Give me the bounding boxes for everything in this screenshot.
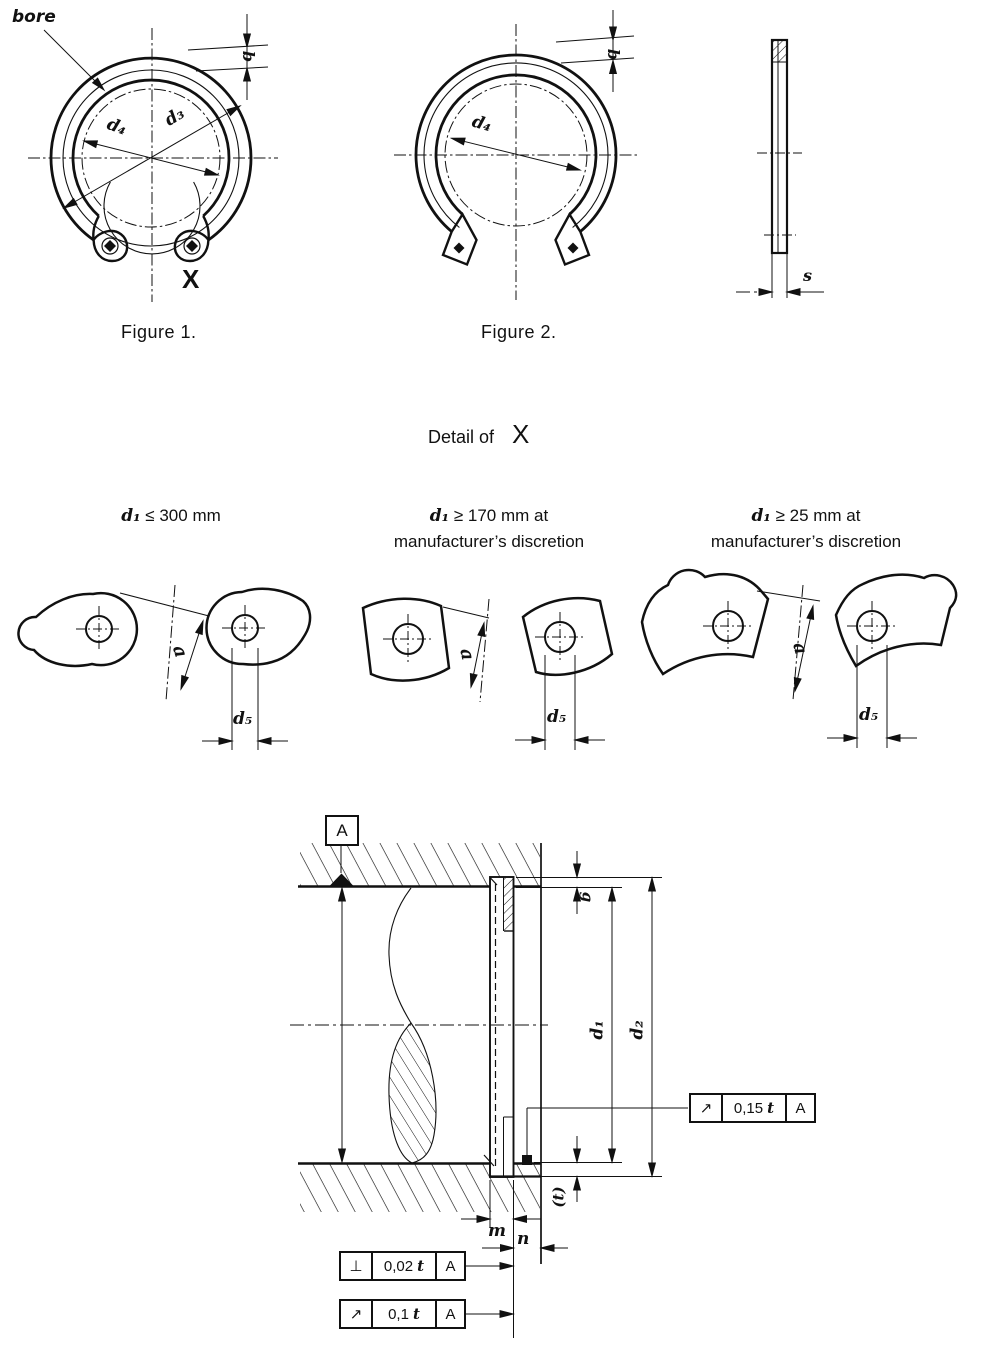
ring-section: [484, 877, 514, 1177]
variant3-d5-label: d₅: [859, 705, 879, 725]
variant3-a-label: a: [788, 640, 812, 657]
tolerance-value-2-t: t: [417, 1257, 425, 1275]
figure1-arrowheads: [62, 34, 250, 211]
tolerance-value-3-number: 0,1: [388, 1305, 409, 1323]
tolerance-value-2: [373, 1253, 437, 1279]
side-view-s-label: s: [803, 266, 813, 285]
variant2-condition-symbol: d₁: [429, 506, 450, 526]
bore-label: bore: [12, 7, 56, 27]
tolerance-value-1-number: 0,15: [733, 1099, 764, 1117]
figure2-dimensions: [451, 10, 634, 173]
detail-variant2-drawing: [363, 598, 612, 750]
figure1-d4-label: d₄: [104, 114, 130, 140]
variant2-d5-label: d₅: [547, 707, 567, 727]
variant1-condition-symbol: d₁: [121, 506, 141, 526]
detail-title-prefix: Detail of: [428, 427, 495, 447]
perpendicularity-icon: ⊥: [341, 1253, 373, 1279]
variant2-a-label: a: [455, 646, 479, 663]
detail-title-x: X: [512, 419, 530, 449]
tolerance-datum-3: A: [445, 1305, 456, 1323]
section-d2-label: d₂: [627, 1020, 648, 1040]
variant3-condition-symbol: d₁: [751, 506, 771, 526]
circular-runout-icon: ↗: [691, 1095, 723, 1121]
figure1-b-label: b: [239, 50, 259, 63]
tolerance-value-2-number: 0,02: [383, 1257, 414, 1275]
section-n-label: n: [517, 1229, 530, 1249]
break-line: [389, 888, 411, 1023]
variant1-condition-rest: ≤ 300 mm: [140, 506, 221, 525]
variant3-condition-line2: manufacturer’s discretion: [710, 532, 902, 551]
variant3-condition: [656, 503, 956, 555]
tolerance-datum-2: A: [445, 1257, 456, 1275]
figure2-arrowheads: [451, 27, 617, 173]
tolerance-datum-1: A: [795, 1099, 806, 1117]
figure1-d3-label: d₃: [161, 103, 189, 131]
variant1-condition: [21, 503, 321, 529]
figure1-caption: Figure 1.: [121, 322, 197, 342]
runout-tolerance-frame-2: [339, 1299, 466, 1329]
variant1-a-label: a: [168, 642, 192, 661]
variant3-condition-rest: ≥ 25 mm at: [770, 506, 861, 525]
section-g-label: g: [578, 891, 597, 903]
perpendicularity-tolerance-frame: [339, 1251, 466, 1281]
figure2-b-label: b: [604, 48, 624, 61]
section-t-label: (t): [549, 1186, 568, 1208]
figure1-x-marker: X: [182, 264, 200, 294]
tolerance-value-3-t: t: [412, 1305, 420, 1323]
figure2-drawing: [394, 10, 640, 300]
figure2-caption: Figure 2.: [481, 322, 557, 342]
variant2-condition-line2: manufacturer’s discretion: [393, 532, 585, 551]
tolerance-value-1: [723, 1095, 787, 1121]
datum-a-box: A: [325, 815, 359, 846]
section-d1-label: d₁: [587, 1020, 608, 1040]
section-m-label: m: [488, 1221, 506, 1241]
detail-title: [428, 419, 529, 450]
broken-out-section: [389, 1023, 436, 1163]
detail-variant1-drawing: [18, 585, 310, 750]
tolerance-value-1-t: t: [767, 1099, 775, 1117]
variant3-dimensions: [757, 585, 917, 748]
variant1-d5-label: d₅: [233, 709, 253, 729]
variant1-dimensions: [120, 585, 288, 750]
runout-tolerance-frame-1: [689, 1093, 816, 1123]
circular-runout-icon-2: ↗: [341, 1301, 373, 1327]
variant2-condition: [339, 503, 639, 555]
detail-variant3-drawing: [642, 570, 956, 748]
variant2-condition-rest: ≥ 170 mm at: [449, 506, 549, 525]
figure2-d4-label: d₄: [469, 111, 494, 137]
side-view-drawing: [736, 40, 824, 298]
tolerance-value-3: [373, 1301, 437, 1327]
